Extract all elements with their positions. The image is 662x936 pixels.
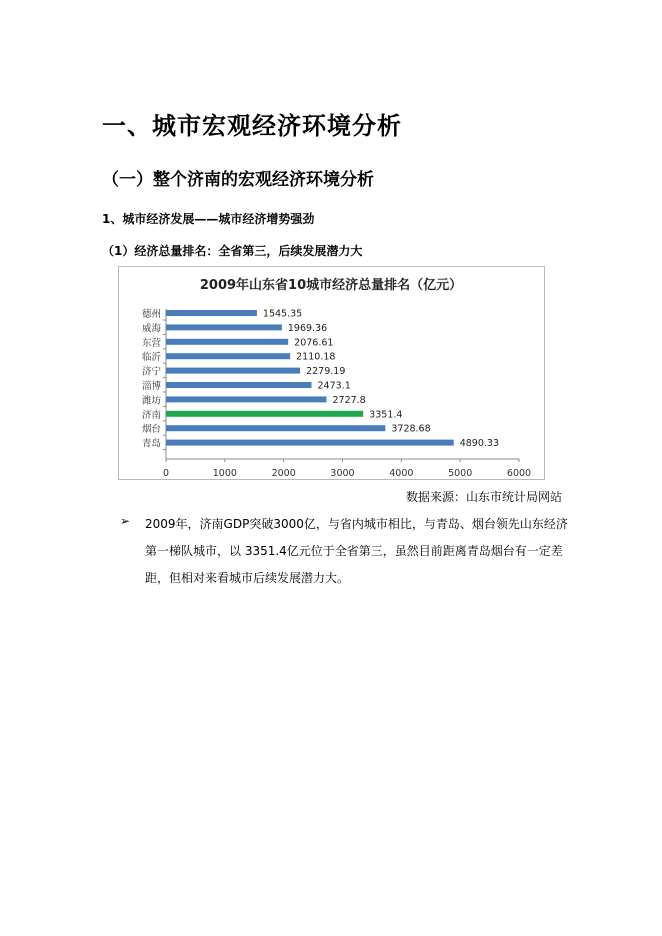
bar [166,324,282,330]
subsection-heading: （一）整个济南的宏观经济环境分析 [102,170,374,190]
x-tick-label: 1000 [212,468,237,479]
bar [166,310,257,316]
bullet-arrow-icon: ➢ [120,514,131,528]
data-label: 2727.8 [332,394,366,406]
category-label: 潍坊 [141,395,161,407]
data-label: 2110.18 [296,351,336,363]
data-label: 2076.61 [294,337,334,349]
bar [166,396,326,402]
chart-title: 2009年山东省10城市经济总量排名（亿元） [199,278,463,293]
data-label: 1545.35 [262,308,303,320]
bar [166,425,385,431]
x-tick-label: 4000 [389,468,414,479]
x-tick-label: 2000 [271,468,296,479]
x-tick-label: 3000 [330,468,355,479]
bar [166,440,454,446]
section-heading: 一、城市宏观经济环境分析 [102,111,402,140]
category-label: 淄博 [141,381,161,392]
category-label: 烟台 [141,424,161,436]
category-label: 临沂 [141,352,161,364]
category-label: 德州 [141,309,161,320]
data-source-note: 数据来源：山东市统计局网站 [405,490,562,504]
category-label: 青岛 [141,438,161,450]
data-label: 2279.19 [306,366,346,378]
data-label: 2473.1 [317,380,351,392]
chart-svg [119,267,544,479]
data-label: 3728.68 [391,423,431,435]
x-tick-label: 5000 [448,468,473,479]
category-label: 东营 [141,337,161,349]
bar [166,368,300,374]
category-label: 济宁 [141,366,161,378]
data-label: 1969.36 [287,322,328,334]
bar [166,353,290,359]
bar [166,339,288,345]
subtopic-heading: （1）经济总量排名：全省第三，后续发展潜力大 [102,244,363,258]
gdp-ranking-chart [118,266,545,480]
bar [166,382,312,388]
x-tick-label: 0 [162,468,170,479]
category-label: 威海 [141,323,161,335]
bar-highlight [166,411,363,417]
category-label: 济南 [141,409,161,421]
x-tick-label: 6000 [506,468,532,479]
topic-heading: 1、城市经济发展——城市经济增势强劲 [102,212,315,226]
bullet-paragraph: 2009年，济南GDP突破3000亿，与省内城市相比，与青岛、烟台领先山东经济第一梯队城市，以 3351.4亿元位于全省第三，虽然目前距离青岛烟台有一定差距，但相对来看城市后续发展潜力大。 [145,517,568,585]
data-label: 3351.4 [369,409,403,421]
data-label: 4890.33 [459,438,500,450]
